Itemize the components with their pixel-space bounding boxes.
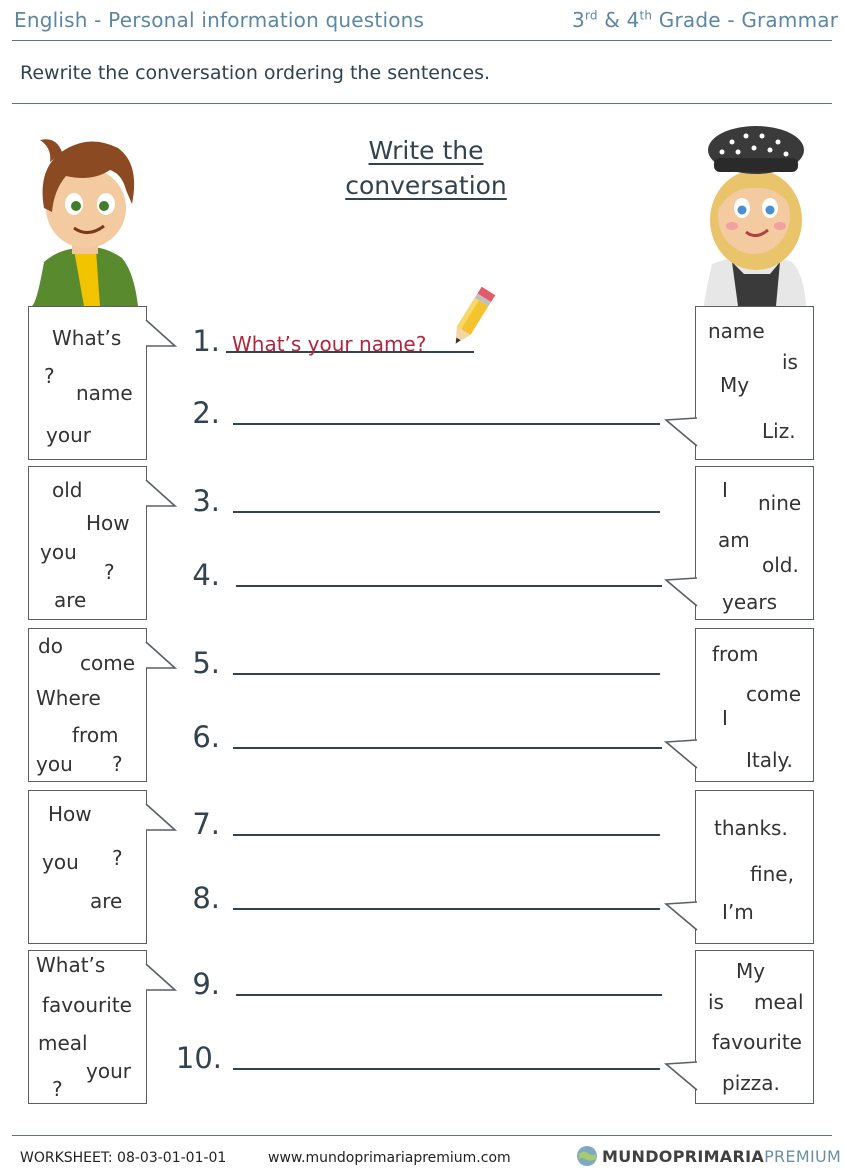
left-bubble-tail xyxy=(145,962,179,1002)
right-bubble-tail xyxy=(664,1050,698,1090)
left-bubble-tail xyxy=(145,640,179,680)
scrambled-word: name xyxy=(708,319,765,343)
scrambled-word: ? xyxy=(52,1077,63,1101)
answer-line[interactable] xyxy=(233,673,660,675)
left-bubble-tail xyxy=(145,802,179,842)
scrambled-word: are xyxy=(54,588,87,612)
scrambled-word: come xyxy=(80,651,136,675)
scrambled-word: thanks. xyxy=(714,816,788,840)
answer-line[interactable] xyxy=(233,747,662,749)
answer-line[interactable] xyxy=(233,511,660,513)
right-bubble-tail xyxy=(664,890,698,930)
scrambled-word: is xyxy=(782,350,798,374)
scrambled-word: name xyxy=(76,381,133,405)
scrambled-word: from xyxy=(72,723,119,747)
header-subject: English - Personal information questions xyxy=(14,8,425,32)
scrambled-word: My xyxy=(736,959,766,983)
scrambled-word: is xyxy=(708,990,724,1014)
boy-illustration xyxy=(22,132,144,306)
scrambled-word: I’m xyxy=(722,900,754,924)
scrambled-word: you xyxy=(40,540,77,564)
scrambled-word: What’s xyxy=(36,953,106,977)
scrambled-word: nine xyxy=(758,491,802,515)
scrambled-word: What’s xyxy=(52,326,122,350)
scrambled-word: meal xyxy=(38,1031,88,1055)
scrambled-word: favourite xyxy=(42,993,132,1017)
answer-line[interactable] xyxy=(233,834,660,836)
scrambled-word: pizza. xyxy=(722,1071,780,1095)
scrambled-word: years xyxy=(722,590,778,614)
item-number: 5. xyxy=(192,646,220,680)
scrambled-word: come xyxy=(746,682,802,706)
scrambled-word: fine, xyxy=(750,862,794,886)
scrambled-word: ? xyxy=(44,364,55,388)
right-bubble-tail xyxy=(664,566,698,606)
worksheet-title: Write the conversation xyxy=(345,136,507,200)
footer-rule xyxy=(12,1135,832,1136)
right-bubble-tail xyxy=(664,728,698,768)
scrambled-word: old xyxy=(52,478,83,502)
left-bubble-tail xyxy=(145,478,179,518)
scrambled-word: meal xyxy=(754,990,804,1014)
item-number: 9. xyxy=(192,967,220,1001)
scrambled-word: How xyxy=(48,802,92,826)
example-answer: What’s your name? xyxy=(232,332,427,356)
scrambled-word: Liz. xyxy=(762,419,796,443)
scrambled-word: your xyxy=(86,1059,131,1083)
brand-logo: MUNDOPRIMARIAPREMIUM xyxy=(602,1147,842,1166)
item-number: 6. xyxy=(192,720,220,754)
answer-line[interactable] xyxy=(233,908,660,910)
item-number: 10. xyxy=(175,1041,222,1075)
item-number: 1. xyxy=(192,324,220,358)
pencil-icon xyxy=(444,286,498,352)
answer-line[interactable] xyxy=(236,994,662,996)
worksheet-code: WORKSHEET: 08-03-01-01-01 xyxy=(20,1150,227,1166)
item-number: 3. xyxy=(192,484,220,518)
scrambled-word: favourite xyxy=(712,1030,802,1054)
right-bubble-tail xyxy=(664,406,698,446)
scrambled-word: ? xyxy=(112,752,123,776)
scrambled-word: I xyxy=(722,478,728,502)
instruction: Rewrite the conversation ordering the sentences. xyxy=(20,62,491,84)
item-number: 7. xyxy=(192,807,220,841)
item-number: 8. xyxy=(192,881,220,915)
scrambled-word: you xyxy=(42,850,79,874)
website-link[interactable]: www.mundoprimariapremium.com xyxy=(268,1150,511,1166)
left-bubble-tail xyxy=(145,318,179,358)
header-grade: 3rd & 4th Grade - Grammar xyxy=(572,8,839,32)
scrambled-word: ? xyxy=(112,846,123,870)
answer-line[interactable] xyxy=(233,1068,660,1070)
scrambled-word: Where xyxy=(36,686,101,710)
scrambled-word: are xyxy=(90,889,123,913)
item-number: 2. xyxy=(192,396,220,430)
scrambled-word: I xyxy=(722,706,728,730)
scrambled-word: ? xyxy=(104,560,115,584)
girl-illustration xyxy=(692,124,816,306)
item-number: 4. xyxy=(192,558,220,592)
globe-logo-icon xyxy=(576,1145,598,1167)
scrambled-word: am xyxy=(718,528,750,552)
scrambled-word: How xyxy=(86,511,130,535)
answer-line[interactable] xyxy=(233,423,660,425)
scrambled-word: you xyxy=(36,752,73,776)
scrambled-word: do xyxy=(38,634,63,658)
header-rule xyxy=(12,40,832,41)
scrambled-word: Italy. xyxy=(746,748,793,772)
answer-line[interactable] xyxy=(236,585,662,587)
scrambled-word: from xyxy=(712,642,759,666)
instruction-rule xyxy=(12,103,832,104)
scrambled-word: My xyxy=(720,373,750,397)
scrambled-word: old. xyxy=(762,553,799,577)
scrambled-word: your xyxy=(46,423,91,447)
